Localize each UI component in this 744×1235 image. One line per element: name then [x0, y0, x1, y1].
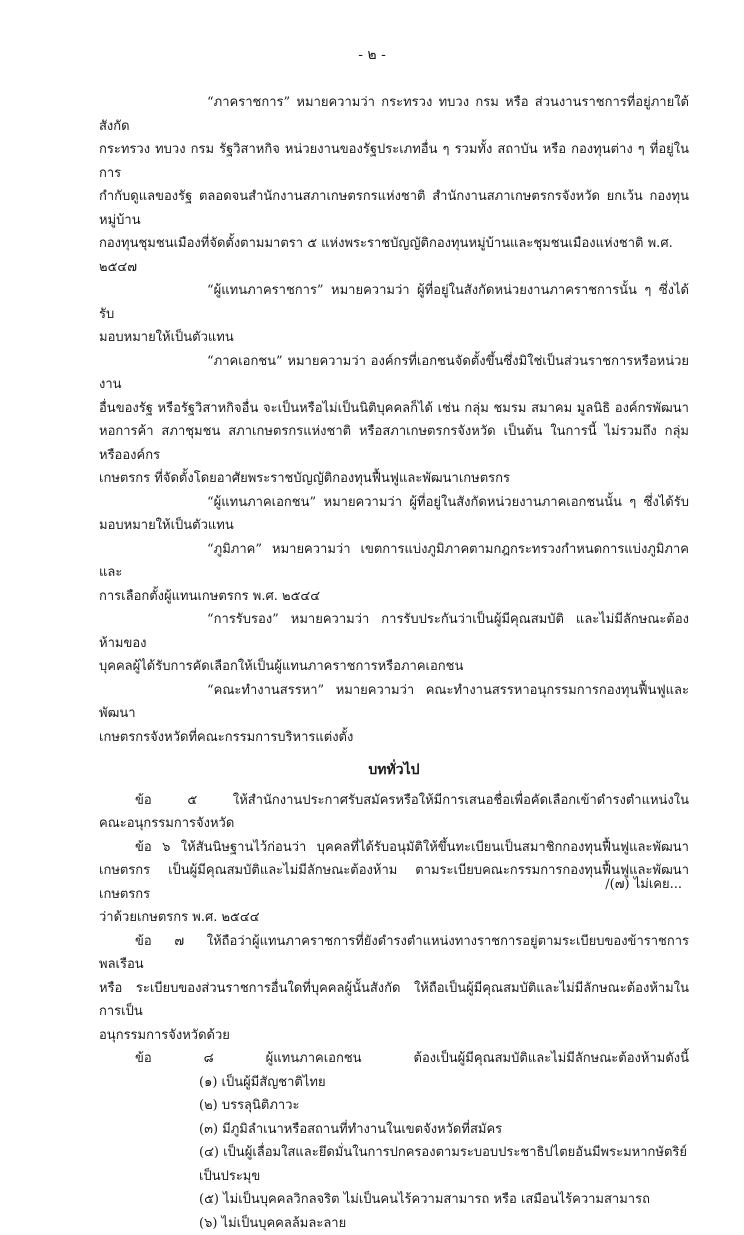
definition-paragraph — [99, 538, 689, 609]
definition-paragraph-first-line: “ภาคเอกชน” หมายความว่า องค์กรที่เอกชนจัดตั้งขึ้นซึ่งมิใช่เป็นส่วนราชการหรือหน่วยงาน — [99, 350, 689, 397]
qualification-item: (๒) บรรลุนิติภาวะ — [199, 1094, 689, 1118]
article-paragraph — [99, 1047, 689, 1071]
definition-paragraph-line: เกษตรกรจังหวัดที่คณะกรรมการบริหารแต่งตั้ง — [99, 726, 689, 750]
qualification-item: (๕) ไม่เป็นบุคคลวิกลจริต ไม่เป็นคนไร้ความสามารถ หรือ เสมือนไร้ความสามารถ — [199, 1188, 689, 1212]
article-paragraph-line: คณะอนุกรรมการจังหวัด — [99, 812, 689, 836]
article-paragraph-line: ว่าด้วยเกษตรกร พ.ศ. ๒๕๔๔ — [99, 906, 689, 930]
definition-paragraph-line: กำกับดูแลของรัฐ ตลอดจนสำนักงานสภาเกษตรกรแห่งชาติ สำนักงานสภาเกษตรกรจังหวัด ยกเว้น กองทุนหมู่บ้าน — [99, 185, 689, 232]
definitions-section — [99, 91, 689, 749]
definition-paragraph-line: อื่นของรัฐ หรือรัฐวิสาหกิจอื่น จะเป็นหรือไม่เป็นนิติบุคคลก็ได้ เช่น กลุ่ม ชมรม สมาคม มูลนิธิ องค์กรพัฒนา — [99, 397, 689, 421]
qualifications-list — [99, 1071, 689, 1235]
definition-paragraph-first-line: “ผู้แทนภาคราชการ” หมายความว่า ผู้ที่อยู่ในสังกัดหน่วยงานภาคราชการนั้น ๆ ซึ่งได้รับ — [99, 279, 689, 326]
definition-paragraph-first-line: “คณะทำงานสรรหา” หมายความว่า คณะทำงานสรรหาอนุกรรมการกองทุนฟื้นฟูและพัฒนา — [99, 679, 689, 726]
definition-paragraph-line: กระทรวง ทบวง กรม รัฐวิสาหกิจ หน่วยงานของรัฐประเภทอื่น ๆ รวมทั้ง สถาบัน หรือ กองทุนต่าง ๆ ที่อยู่ในการ — [99, 138, 689, 185]
definition-paragraph-first-line: “ภาคราชการ” หมายความว่า กระทรวง ทบวง กรม หรือ ส่วนงานราชการที่อยู่ภายใต้สังกัด — [99, 91, 689, 138]
qualification-item: (๓) มีภูมิลำเนาหรือสถานที่ทำงานในเขตจังหวัดที่สมัคร — [199, 1118, 689, 1142]
definition-paragraph-first-line: “ผู้แทนภาคเอกชน” หมายความว่า ผู้ที่อยู่ในสังกัดหน่วยงานภาคเอกชนนั้น ๆ ซึ่งได้รับ — [99, 491, 689, 515]
definition-paragraph — [99, 350, 689, 491]
article-paragraph — [99, 789, 689, 836]
definition-paragraph — [99, 679, 689, 750]
article-paragraph-line: อนุกรรมการจังหวัดด้วย — [99, 1024, 689, 1048]
article-paragraph-line: เกษตรกร เป็นผู้มีคุณสมบัติและไม่มีลักษณะต้องห้าม ตามระเบียบคณะกรรมการกองทุนฟื้นฟูและพัฒนาเกษตรกร — [99, 859, 689, 906]
definition-paragraph-line: เกษตรกร ที่จัดตั้งโดยอาศัยพระราชบัญญัติกองทุนฟื้นฟูและพัฒนาเกษตรกร — [99, 467, 689, 491]
article-paragraph-first-line: ข้อ ๕ ให้สำนักงานประกาศรับสมัครหรือให้มีการเสนอชื่อเพื่อคัดเลือกเข้าดำรงตำแหน่งใน — [99, 789, 689, 813]
qualification-item: (๑) เป็นผู้มีสัญชาติไทย — [199, 1071, 689, 1095]
definition-paragraph — [99, 491, 689, 538]
article-paragraph — [99, 930, 689, 1048]
definition-paragraph — [99, 279, 689, 350]
definition-paragraph-line: มอบหมายให้เป็นตัวแทน — [99, 514, 689, 538]
continuation-ref: /(๗) ไม่เคย... — [605, 873, 682, 894]
definition-paragraph-line: หอการค้า สภาชุมชน สภาเกษตรกรแห่งชาติ หรือสภาเกษตรกรจังหวัด เป็นต้น ในการนี้ ไม่รวมถึง กลุ่ม หรือองค์กร — [99, 420, 689, 467]
page-number: - ๒ - — [0, 44, 744, 66]
qualification-item: (๖) ไม่เป็นบุคคลล้มละลาย — [199, 1212, 689, 1235]
definition-paragraph-line: มอบหมายให้เป็นตัวแทน — [99, 326, 689, 350]
definition-paragraph-line: การเลือกตั้งผู้แทนเกษตรกร พ.ศ. ๒๕๔๔ — [99, 585, 689, 609]
article-paragraph-first-line: ข้อ ๗ ให้ถือว่าผู้แทนภาคราชการที่ยังดำรงตำแหน่งทางราชการอยู่ตามระเบียบของข้าราชการพลเรือน — [99, 930, 689, 977]
article-paragraph — [99, 836, 689, 930]
definition-paragraph-first-line: “ภูมิภาค” หมายความว่า เขตการแบ่งภูมิภาคตามกฎกระทรวงกำหนดการแบ่งภูมิภาคและ — [99, 538, 689, 585]
qualification-item: (๔) เป็นผู้เลื่อมใสและยึดมั่นในการปกครองตามระบอบประชาธิปไตยอันมีพระมหากษัตริย์เป็นประมุข — [199, 1141, 689, 1188]
article-paragraph-line: หรือ ระเบียบของส่วนราชการอื่นใดที่บุคคลผู้นั้นสังกัด ให้ถือเป็นผู้มีคุณสมบัติและไม่มีลักษณะต้องห้ามในการเป็น — [99, 977, 689, 1024]
definition-paragraph-first-line: “การรับรอง” หมายความว่า การรับประกันว่าเป็นผู้มีคุณสมบัติ และไม่มีลักษณะต้องห้ามของ — [99, 608, 689, 655]
definition-paragraph-line: บุคคลผู้ได้รับการคัดเลือกให้เป็นผู้แทนภาคราชการหรือภาคเอกชน — [99, 655, 689, 679]
document-body — [99, 91, 689, 1235]
definition-paragraph — [99, 91, 689, 279]
article-paragraph-first-line: ข้อ ๘ ผู้แทนภาคเอกชน ต้องเป็นผู้มีคุณสมบัติและไม่มีลักษณะต้องห้ามดังนี้ — [99, 1047, 689, 1071]
article-paragraph-first-line: ข้อ ๖ ให้สันนิษฐานไว้ก่อนว่า บุคคลที่ได้รับอนุมัติให้ขึ้นทะเบียนเป็นสมาชิกกองทุนฟื้นฟูและพัฒนา — [99, 836, 689, 860]
articles-section — [99, 789, 689, 1071]
section-heading: บททั่วไป — [99, 759, 689, 783]
definition-paragraph — [99, 608, 689, 679]
definition-paragraph-line: กองทุนชุมชนเมืองที่จัดตั้งตามมาตรา ๕ แห่งพระราชบัญญัติกองทุนหมู่บ้านและชุมชนเมืองแห่งชาติ พ.ศ. ๒๕๔๗ — [99, 232, 689, 279]
